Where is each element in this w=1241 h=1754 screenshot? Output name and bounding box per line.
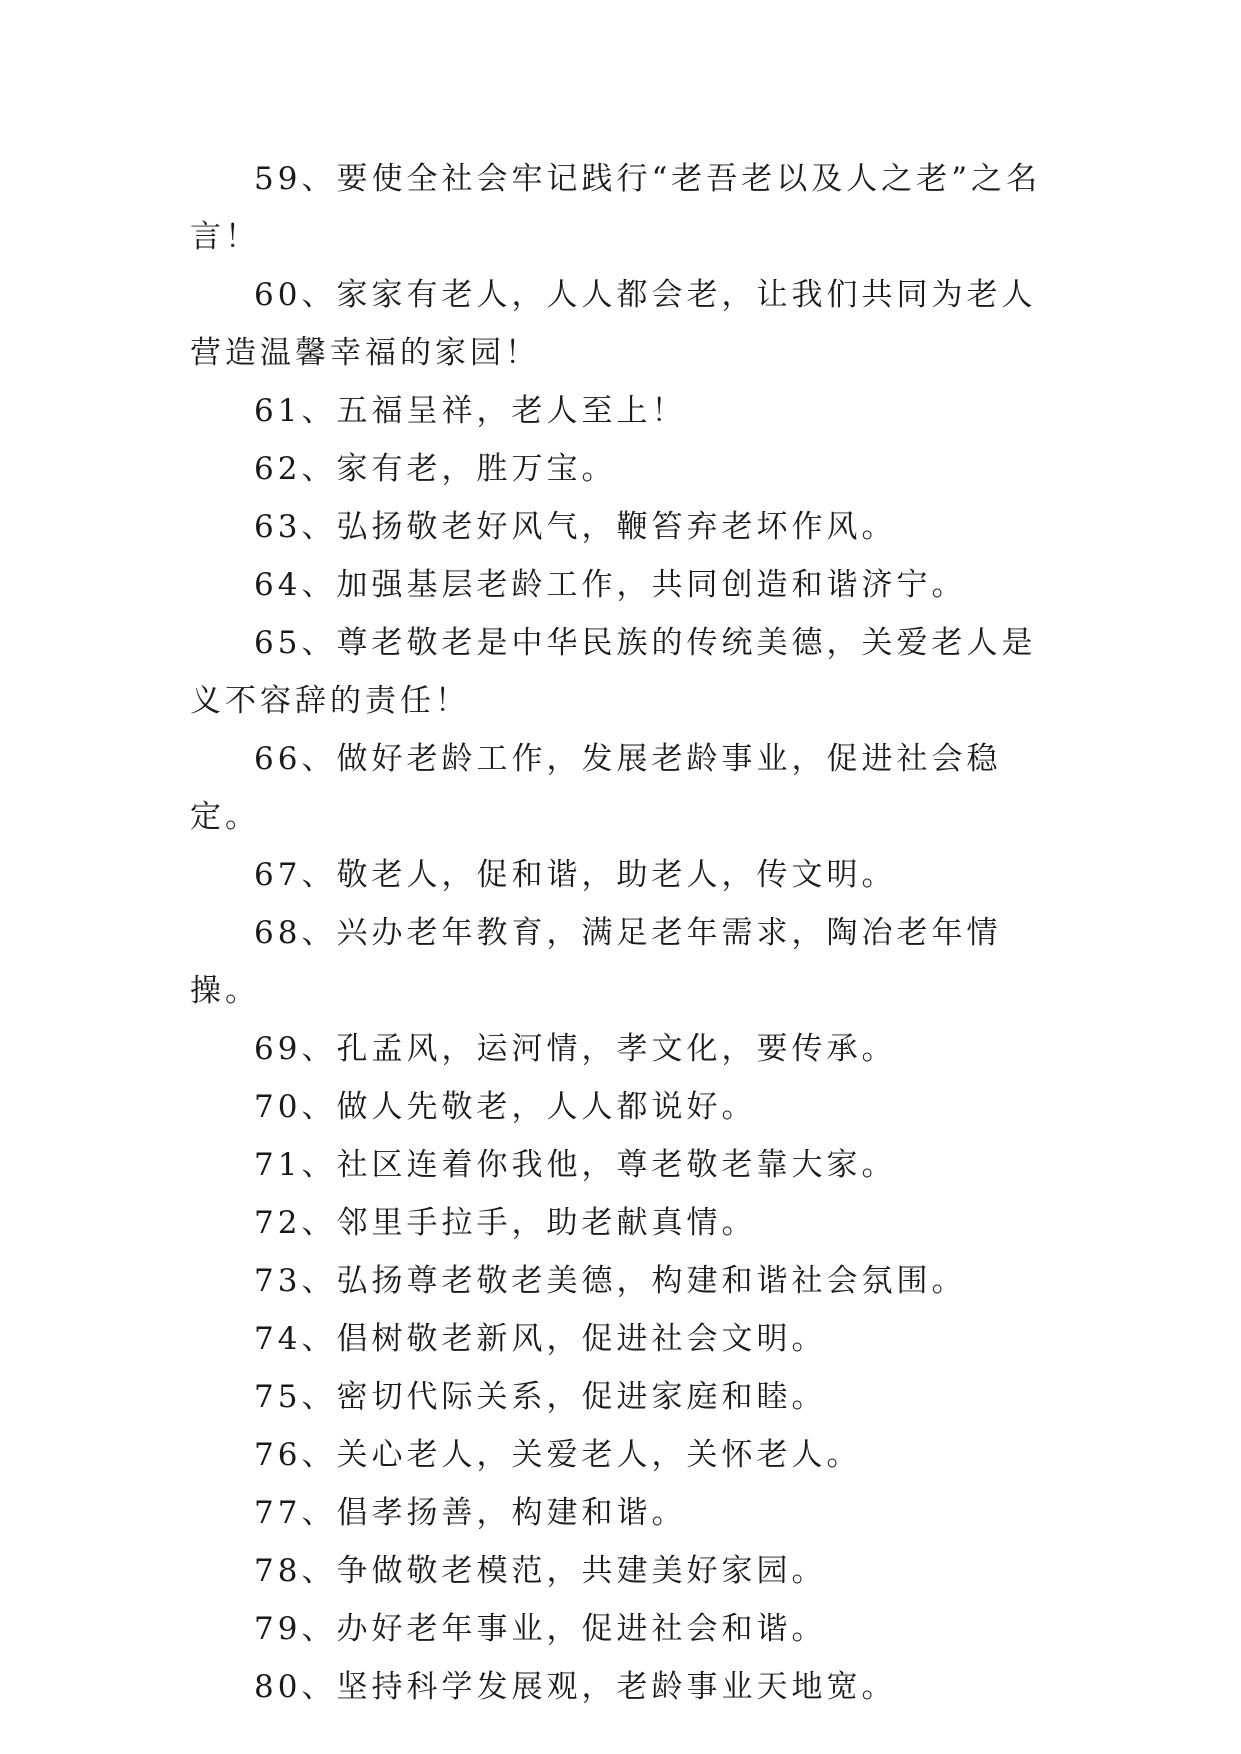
paragraph: 76、关心老人，关爱老人，关怀老人。 bbox=[254, 1437, 862, 1473]
paragraph: 61、五福呈祥，老人至上！ bbox=[254, 393, 687, 429]
paragraph: 65、尊老敬老是中华民族的传统美德，关爱老人是义不容辞的责任！ bbox=[190, 625, 1037, 719]
paragraph: 72、邻里手拉手，助老献真情。 bbox=[254, 1205, 757, 1241]
paragraph: 63、弘扬敬老好风气，鞭笞弃老坏作风。 bbox=[254, 509, 897, 545]
paragraph: 75、密切代际关系，促进家庭和睦。 bbox=[254, 1379, 827, 1415]
paragraph: 64、加强基层老龄工作，共同创造和谐济宁。 bbox=[254, 567, 967, 603]
paragraph: 67、敬老人，促和谐，助老人，传文明。 bbox=[254, 857, 897, 893]
paragraph: 80、坚持科学发展观，老龄事业天地宽。 bbox=[254, 1669, 897, 1705]
paragraph: 66、做好老龄工作，发展老龄事业，促进社会稳定。 bbox=[190, 741, 1002, 835]
paragraph: 78、争做敬老模范，共建美好家园。 bbox=[254, 1553, 827, 1589]
paragraph: 77、倡孝扬善，构建和谐。 bbox=[254, 1495, 687, 1531]
paragraph: 60、家家有老人，人人都会老，让我们共同为老人营造温馨幸福的家园！ bbox=[190, 277, 1037, 371]
paragraph: 73、弘扬尊老敬老美德，构建和谐社会氛围。 bbox=[254, 1263, 967, 1299]
paragraph: 71、社区连着你我他，尊老敬老靠大家。 bbox=[254, 1147, 897, 1183]
paragraph: 69、孔孟风，运河情，孝文化，要传承。 bbox=[254, 1031, 897, 1067]
paragraph: 62、家有老，胜万宝。 bbox=[254, 451, 617, 487]
paragraph: 59、要使全社会牢记践行“老吾老以及人之老”之名言！ bbox=[190, 161, 1042, 255]
paragraph: 79、办好老年事业，促进社会和谐。 bbox=[254, 1611, 827, 1647]
document-body bbox=[190, 150, 1060, 1716]
paragraph: 74、倡树敬老新风，促进社会文明。 bbox=[254, 1321, 827, 1357]
paragraph: 70、做人先敬老，人人都说好。 bbox=[254, 1089, 757, 1125]
paragraph: 68、兴办老年教育，满足老年需求，陶冶老年情操。 bbox=[190, 915, 1002, 1009]
